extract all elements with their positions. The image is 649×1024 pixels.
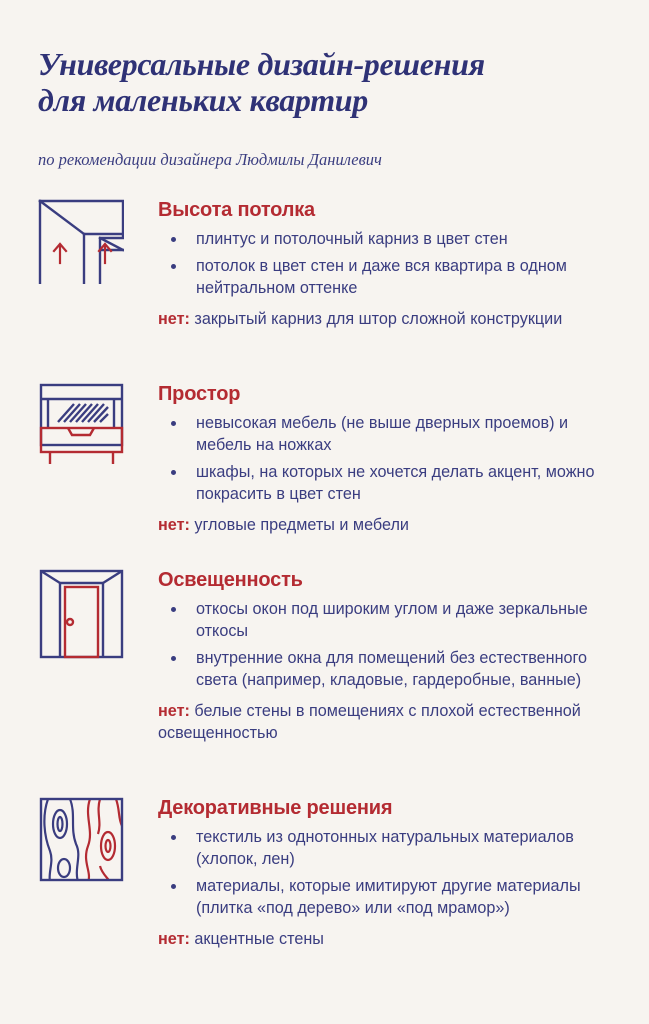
avoid-label: нет: [158, 930, 190, 948]
list-item: внутренние окна для помещений без естественного света (например, кладовые, гардеробные, ванные) [158, 647, 603, 691]
avoid-note [158, 308, 603, 330]
wood-texture-icon [38, 796, 124, 882]
bullet-list [158, 228, 603, 299]
list-item: невысокая мебель (не выше дверных проемов) и мебель на ножках [158, 412, 603, 456]
section-title: Простор [158, 383, 241, 405]
avoid-label: нет: [158, 310, 190, 328]
avoid-note [158, 928, 603, 950]
avoid-text: закрытый карниз для штор сложной конструкции [194, 310, 563, 328]
bullet-list [158, 412, 603, 505]
title-line-1: Универсальные дизайн-решения [38, 46, 485, 82]
avoid-label: нет: [158, 702, 190, 720]
ceiling-height-icon [38, 198, 124, 284]
avoid-note [158, 700, 603, 744]
title-line-2: для маленьких квартир [38, 82, 368, 118]
section-title: Высота потолка [158, 199, 315, 221]
bullet-list [158, 598, 603, 691]
list-item: потолок в цвет стен и даже вся квартира в одном нейтральном оттенке [158, 255, 603, 299]
section-title: Декоративные решения [158, 797, 393, 819]
subtitle: по рекомендации дизайнера Людмилы Данилевич [38, 150, 382, 169]
list-item: плинтус и потолочный карниз в цвет стен [158, 228, 603, 250]
list-item: шкафы, на которых не хочется делать акцент, можно покрасить в цвет стен [158, 461, 603, 505]
avoid-note [158, 514, 603, 536]
page-title [38, 46, 618, 118]
avoid-label: нет: [158, 516, 190, 534]
avoid-text: акцентные стены [194, 930, 324, 948]
list-item: откосы окон под широким углом и даже зеркальные откосы [158, 598, 603, 642]
avoid-text: белые стены в помещениях с плохой естественной освещенностью [158, 702, 581, 742]
list-item: текстиль из однотонных натуральных материалов (хлопок, лен) [158, 826, 603, 870]
furniture-space-icon [38, 382, 124, 468]
bullet-list [158, 826, 603, 919]
header [38, 46, 618, 170]
section-title: Освещенность [158, 569, 303, 591]
avoid-text: угловые предметы и мебели [194, 516, 409, 534]
door-light-icon [38, 568, 124, 654]
list-item: материалы, которые имитируют другие материалы (плитка «под дерево» или «под мрамор») [158, 875, 603, 919]
